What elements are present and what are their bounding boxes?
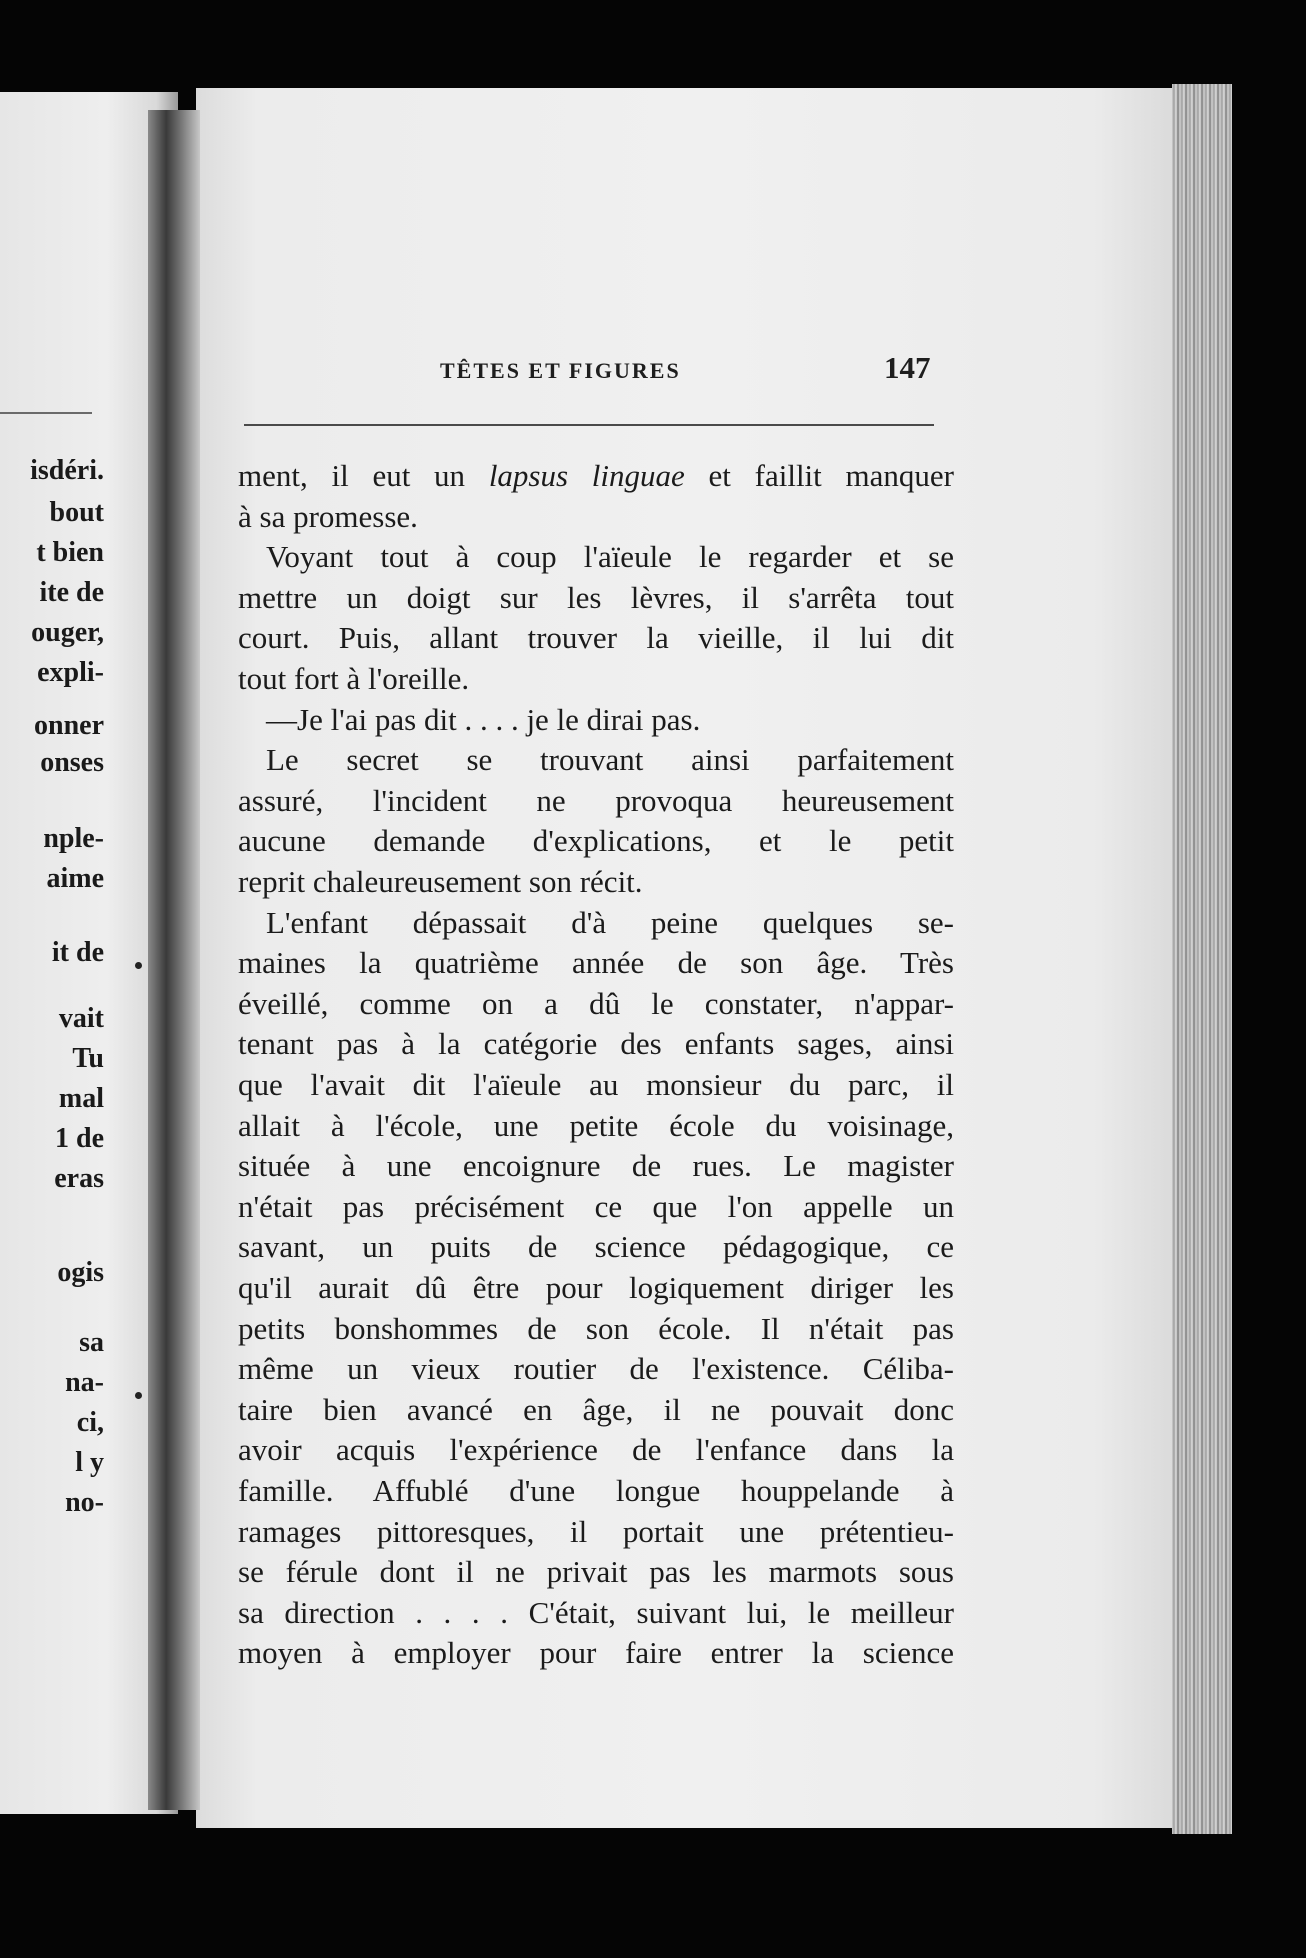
left-page-line: ouger, [31, 617, 104, 648]
left-page-line: mal [58, 1083, 104, 1114]
text-line: tenant pas à la catégorie des enfants sages, ainsi [238, 1026, 954, 1061]
margin-dot [135, 1392, 142, 1399]
text-segment: et faillit manquer [684, 458, 954, 493]
left-page-line: aime [46, 863, 104, 894]
text-line: savant, un puits de science pédagogique, ce [238, 1229, 954, 1264]
text-line: petits bonshommes de son école. Il n'était pas [238, 1311, 954, 1346]
left-page-line: ogis [57, 1257, 104, 1288]
text-line: éveillé, comme on a dû le constater, n'appar- [238, 986, 954, 1021]
text-line: court. Puis, allant trouver la vieille, il lui dit [238, 620, 954, 655]
text-line: —Je l'ai pas dit . . . . je le dirai pas. [266, 702, 701, 737]
text-line: famille. Affublé d'une longue houppelande à [238, 1473, 954, 1508]
left-page-line: nple- [43, 823, 104, 854]
text-line [238, 456, 954, 496]
left-page-line: isdéri. [30, 455, 104, 486]
left-page-line: ci, [76, 1407, 104, 1438]
text-line: même un vieux routier de l'existence. Céliba- [238, 1351, 954, 1386]
left-page-line: eras [54, 1163, 104, 1194]
left-page-line: t bien [36, 537, 104, 568]
left-page-line: ite de [39, 577, 104, 608]
text-line: Voyant tout à coup l'aïeule le regarder et se [266, 539, 954, 574]
left-page-line: Tu [72, 1043, 104, 1074]
text-line: avoir acquis l'expérience de l'enfance dans la [238, 1432, 954, 1467]
page-edges [1172, 84, 1232, 1834]
text-line: reprit chaleureusement son récit. [238, 864, 643, 899]
text-line: Le secret se trouvant ainsi parfaitement [266, 742, 954, 777]
text-line: aucune demande d'explications, et le petit [238, 823, 954, 858]
text-line: située à une encoignure de rues. Le magister [238, 1148, 954, 1183]
left-page-line: onses [40, 747, 104, 778]
text-line: allait à l'école, une petite école du voisinage, [238, 1108, 954, 1143]
text-line: maines la quatrième année de son âge. Très [238, 945, 954, 980]
running-head: TÊTES ET FIGURES [440, 358, 681, 383]
left-page-line: na- [65, 1367, 104, 1398]
text-line: ramages pittoresques, il portait une prétentieu- [238, 1514, 954, 1549]
left-page-line: 1 de [55, 1123, 104, 1154]
text-line: taire bien avancé en âge, il ne pouvait donc [238, 1392, 954, 1427]
text-line: L'enfant dépassait d'à peine quelques se- [266, 905, 954, 940]
left-page-line: l y [75, 1447, 104, 1478]
text-line: sa direction . . . . C'était, suivant lui, le meilleur [238, 1595, 954, 1630]
text-line: mettre un doigt sur les lèvres, il s'arrêta tout [238, 580, 954, 615]
text-line: se férule dont il ne privait pas les marmots sous [238, 1554, 954, 1589]
left-page-line: vait [58, 1003, 104, 1034]
left-page-line: it de [51, 937, 104, 968]
book-gutter [148, 110, 200, 1810]
margin-dot [135, 962, 142, 969]
text-line: assuré, l'incident ne provoqua heureusement [238, 783, 954, 818]
text-line: qu'il aurait dû être pour logiquement diriger les [238, 1270, 954, 1305]
text-line: n'était pas précisément ce que l'on appelle un [238, 1189, 954, 1224]
left-page-line: expli- [37, 657, 104, 688]
text-segment: ment, il eut un [238, 458, 489, 493]
left-page-rule [0, 412, 92, 414]
left-page-line: onner [34, 710, 104, 741]
page-number: 147 [884, 350, 931, 385]
text-line: tout fort à l'oreille. [238, 661, 470, 696]
left-page-line: bout [49, 497, 104, 528]
left-page-line: no- [65, 1487, 104, 1518]
text-line: que l'avait dit l'aïeule au monsieur du parc, il [238, 1067, 954, 1102]
text-line: à sa promesse. [238, 499, 418, 534]
header-rule [244, 424, 934, 426]
text-line: moyen à employer pour faire entrer la science [238, 1635, 954, 1670]
left-page-line: sa [79, 1327, 104, 1358]
italic-phrase: lapsus linguae [488, 458, 685, 493]
